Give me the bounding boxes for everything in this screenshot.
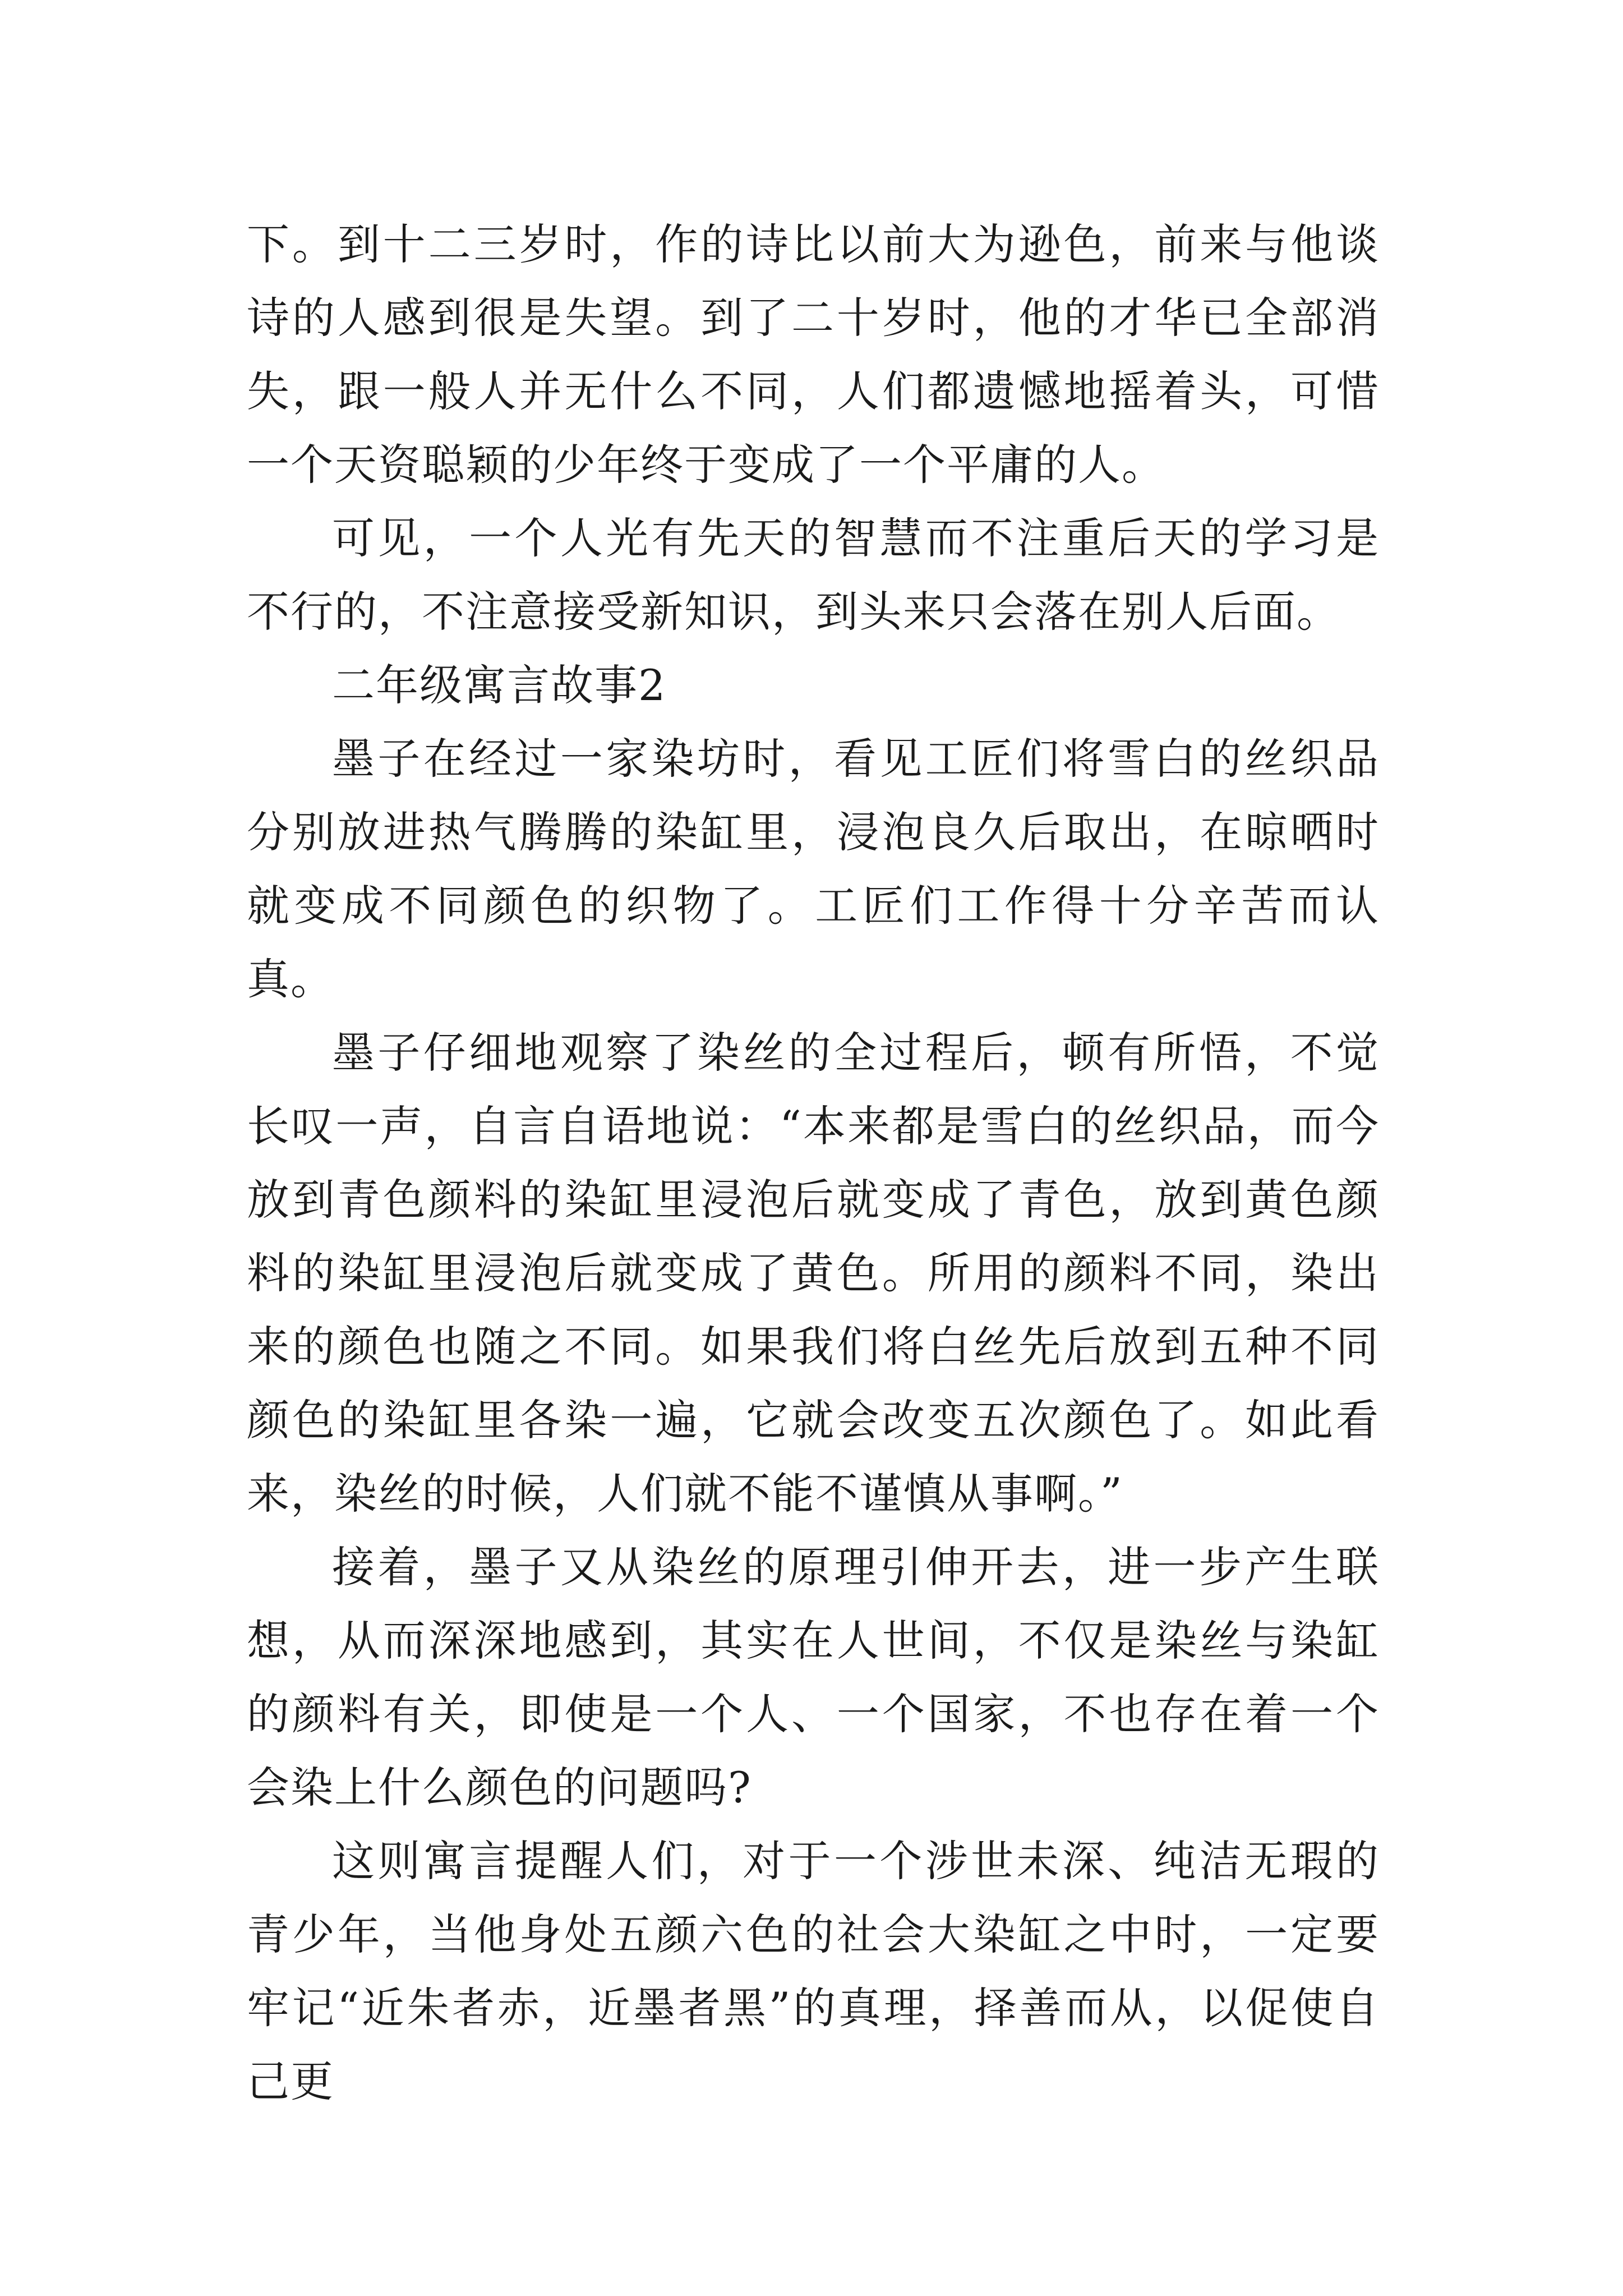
story-paragraph-moral: 这则寓言提醒人们，对于一个涉世未深、纯洁无瑕的青少年，当他身处五颜六色的社会大染缸之中时，一定要牢记“近朱者赤，近墨者黑”的真理，择善而从，以促使自己更 bbox=[247, 1836, 1380, 2106]
paragraph-continuation: 下。到十二三岁时，作的诗比以前大为逊色，前来与他谈诗的人感到很是失望。到了二十岁时，他的才华已全部消失，跟一般人并无什么不同，人们都遗憾地摇着头，可惜一个天资聪颖的少年终于变成了一个平庸的人。 bbox=[247, 219, 1380, 490]
story-paragraph-extension: 接着，墨子又从染丝的原理引伸开去，进一步产生联想，从而深深地感到，其实在人世间，不仅是染丝与染缸的颜料有关，即使是一个人、一个国家，不也存在着一个会染上什么颜色的问题吗? bbox=[247, 1542, 1380, 1812]
story-heading: 二年级寓言故事2 bbox=[332, 660, 667, 710]
story-paragraph-mozi-observation: 墨子仔细地观察了染丝的全过程后，顿有所悟，不觉长叹一声，自言自语地说：“本来都是雪白的丝织品，而今放到青色颜料的染缸里浸泡后就变成了青色，放到黄色颜料的染缸里浸泡后就变成了黄色。所用的颜料不同，染出来的颜色也随之不同。如果我们将白丝先后放到五种不同颜色的染缸里各染一遍，它就会改变五次颜色了。如此看来，染丝的时候，人们就不能不谨慎从事啊。” bbox=[247, 1028, 1380, 1519]
document-body bbox=[247, 208, 1380, 2118]
story-paragraph-dyeing-workshop: 墨子在经过一家染坊时，看见工匠们将雪白的丝织品分别放进热气腾腾的染缸里，浸泡良久后取出，在晾晒时就变成不同颜色的织物了。工匠们工作得十分辛苦而认真。 bbox=[247, 734, 1380, 1004]
paragraph-conclusion: 可见，一个人光有先天的智慧而不注重后天的学习是不行的，不注意接受新知识，到头来只会落在别人后面。 bbox=[247, 513, 1380, 637]
